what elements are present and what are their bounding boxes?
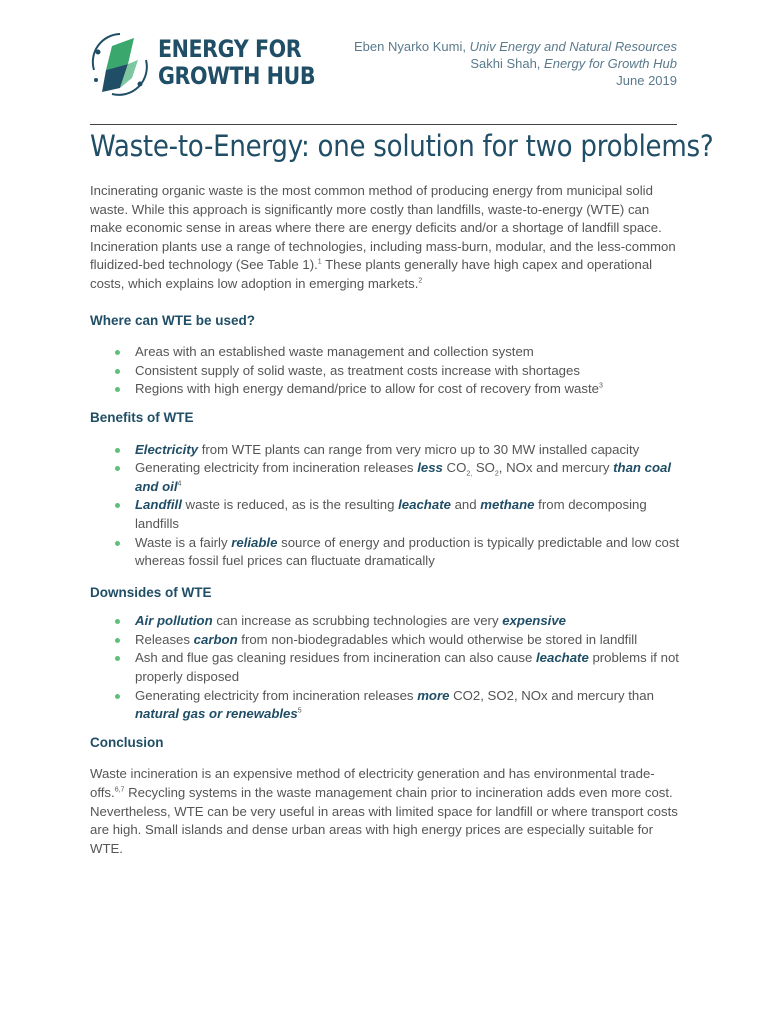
emphasis-text: more (417, 687, 450, 703)
conclusion-paragraph (90, 765, 680, 858)
emphasis-text: than coal and oil (135, 460, 672, 494)
bullet-icon (115, 350, 120, 355)
benefits-heading: Benefits of WTE (90, 409, 194, 425)
list-item-text: can increase as scrubbing technologies are very (212, 613, 503, 629)
list-item-text: Ash and flue gas cleaning residues from incineration can also cause (135, 650, 536, 666)
list-item (90, 534, 680, 571)
intro-text-1: Incinerating organic waste is the most common method of producing energy from municipal solid waste. While this approach is significantly more costly than landfills, waste-to-energy (WTE) can make economic sense in areas where there are energy deficits and/or a shortage of landfill space. Incineration plants use a range of technologies, including mass-burn, modular, and the less-common fluidized-bed technology (See Table 1). (90, 183, 676, 273)
conclusion-text-2: Recycling systems in the waste management chain prior to incineration adds even more cost. Nevertheless, WTE can be very useful in areas with limited space for landfill or where transport costs are high. Small islands and dense urban areas with high energy prices are especially suitable for WTE. (90, 785, 678, 856)
bullet-icon (115, 466, 120, 471)
emphasis-text: Air pollution (135, 613, 213, 629)
list-item-text: problems if not properly disposed (135, 650, 679, 685)
footnote-ref: 2 (418, 277, 423, 285)
where-list (90, 343, 680, 399)
emphasis-text: expensive (502, 613, 566, 629)
author-1-affiliation: Univ Energy and Natural Resources (469, 39, 677, 54)
bullet-icon (115, 387, 120, 392)
list-item (90, 380, 680, 399)
emphasis-text: Electricity (135, 441, 199, 457)
footnote-ref: 4 (177, 480, 182, 488)
bullet-icon (115, 619, 120, 624)
logo-wordmark (158, 36, 315, 90)
emphasis-text: methane (480, 497, 535, 513)
author-1-name: Eben Nyarko Kumi, (353, 39, 466, 54)
logo-line-2: GROWTH HUB (158, 62, 316, 90)
list-item-text: SO (472, 460, 495, 476)
emphasis-text: less (417, 460, 443, 476)
emphasis-text: carbon (193, 631, 238, 647)
list-item (90, 649, 680, 686)
bullet-icon (115, 503, 120, 508)
list-item-text: waste is reduced, as is the resulting (181, 497, 399, 513)
list-item-text: Waste is a fairly (135, 534, 232, 550)
emphasis-text: leachate (536, 650, 589, 666)
list-item (90, 362, 680, 381)
bullet-icon (115, 694, 120, 699)
list-item-text: Areas with an established waste management and collection system (135, 344, 534, 360)
list-item (90, 343, 680, 362)
list-item-text: Generating electricity from incineration releases (135, 687, 418, 703)
document-title: Waste-to-Energy: one solution for two problems? (90, 129, 714, 163)
emphasis-text: leachate (398, 497, 451, 513)
downsides-heading: Downsides of WTE (90, 584, 212, 600)
footnote-ref: 5 (297, 707, 302, 715)
list-item (90, 687, 680, 724)
intro-text-2: These plants generally have high capex and operational costs, which explains low adoption in emerging markets. (90, 257, 653, 291)
bullet-icon (115, 448, 120, 453)
list-item-text: Regions with high energy demand/price to allow for cost of recovery from waste (135, 381, 599, 397)
bullet-icon (115, 638, 120, 643)
energy-for-growth-hub-logo (90, 30, 316, 102)
bullet-icon (115, 541, 120, 546)
list-item-text: Consistent supply of solid waste, as treatment costs increase with shortages (135, 362, 580, 378)
list-item (90, 612, 680, 631)
list-item-text: from WTE plants can range from very micro up to 30 MW installed capacity (198, 441, 640, 457)
footnote-ref: 6,7 (114, 786, 125, 794)
subscript: 2, (466, 470, 473, 478)
emphasis-text: natural gas or renewables (135, 706, 298, 722)
logo-line-1: ENERGY FOR (158, 35, 302, 63)
author-block (354, 38, 677, 89)
logo-mark-icon (90, 30, 150, 100)
subscript: 2 (494, 470, 499, 478)
author-1 (354, 38, 677, 55)
conclusion-heading: Conclusion (90, 734, 164, 750)
bullet-icon (115, 369, 120, 374)
list-item-text: source of energy and production is typically predictable and low cost whereas fossil fuel prices can fluctuate dramatically (135, 534, 680, 569)
list-item (90, 441, 680, 460)
bullet-icon (115, 656, 120, 661)
header-divider (90, 124, 677, 125)
publication-date: June 2019 (616, 73, 677, 88)
list-item (90, 496, 680, 533)
list-item-text: CO2, SO2, NOx and mercury than (449, 687, 654, 703)
list-item (90, 459, 680, 496)
list-item-text: from decomposing landfills (135, 497, 647, 531)
list-item-text: Generating electricity from incineration releases (135, 460, 418, 476)
intro-paragraph (90, 182, 680, 294)
author-2 (354, 55, 677, 72)
footnote-ref: 3 (598, 382, 603, 390)
list-item (90, 631, 680, 650)
list-item-text: from non-biodegradables which would otherwise be stored in landfill (237, 631, 638, 647)
conclusion-text-1: Waste incineration is an expensive method of electricity generation and has environmental trade-offs. (90, 766, 655, 801)
list-item-text: and (450, 497, 481, 513)
downsides-list (90, 612, 680, 724)
author-2-name: Sakhi Shah, (470, 56, 541, 71)
list-item-text: , NOx and mercury (498, 460, 614, 476)
where-heading: Where can WTE be used? (90, 312, 256, 328)
emphasis-text: Landfill (135, 497, 182, 513)
list-item-text: CO (442, 460, 467, 476)
benefits-list (90, 441, 680, 571)
document-body (90, 182, 680, 858)
list-item-text: Releases (135, 631, 194, 647)
footnote-ref: 1 (317, 258, 322, 266)
emphasis-text: reliable (231, 534, 278, 550)
author-2-affiliation: Energy for Growth Hub (544, 56, 677, 71)
